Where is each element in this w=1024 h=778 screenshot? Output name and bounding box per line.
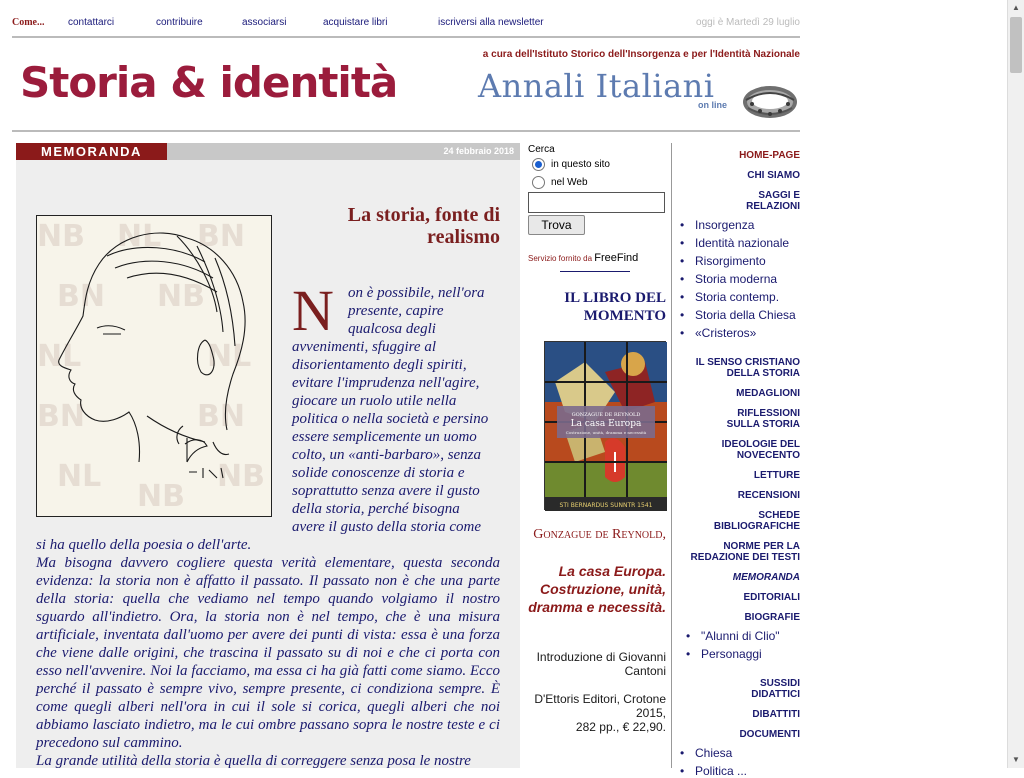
- article-line: on è possibile, nell'ora: [348, 285, 485, 301]
- nav-identita[interactable]: • Identità nazionale: [680, 236, 789, 250]
- nav-saggi[interactable]: SAGGI E RELAZIONI: [746, 190, 800, 212]
- section-bar: [16, 143, 520, 160]
- article-line: colto, un «anti-barbaro», senza: [292, 447, 482, 463]
- article-paragraph-2: Ma bisogna davvero cogliere questa verità elementare, questa seconda evidenza: la storia non è affatto il passato. Il passato non è che una parte della storia: quella che vediamo nel tempo quando volgiamo il nostro sguardo all'indietro. Ora, la storia non è nel tempo, che è una misura artificiale, inventata dall'uomo per avere dei punti di vista: essa è una forza che viene dalle origini, che trascina il passato su di noi e che ci porta con esso nell'avvenire. Noi la facciamo, ma essa ci ha già fatti come siamo. Ecco perché il passato è sempre vivo, sempre presente, ci condiziona sempre. È come quegli alberi nell'ora in cui il sole si corica, quegli alberi che noi abbiamo lasciato indietro, ma le cui ombre passano sopra le nostre teste e ci precedono sul cammino.: [36, 555, 500, 751]
- svg-text:NL: NL: [117, 219, 162, 254]
- nav-dibattiti[interactable]: DIBATTITI: [752, 709, 800, 720]
- nav-link-contattarci[interactable]: contattarci: [68, 17, 115, 28]
- nav-letture[interactable]: LETTURE: [753, 470, 800, 481]
- site-logo[interactable]: Storia & identità: [20, 58, 398, 107]
- book-cover[interactable]: [544, 341, 666, 510]
- come-label: Come...: [12, 17, 45, 28]
- today-date: oggi è Martedì 29 luglio: [696, 17, 800, 28]
- article-panel: [16, 143, 520, 768]
- article-line: politica o nella società e persino: [292, 411, 489, 427]
- nav-link-contribuire[interactable]: contribuire: [156, 17, 203, 28]
- vertical-scrollbar[interactable]: [1007, 0, 1024, 768]
- svg-text:BN: BN: [197, 219, 245, 254]
- top-nav: [12, 0, 800, 38]
- nav-home[interactable]: HOME-PAGE: [739, 150, 800, 161]
- scroll-up-icon[interactable]: ▲: [1012, 3, 1020, 12]
- column-divider: [671, 143, 672, 768]
- svg-text:NL: NL: [207, 339, 252, 374]
- article-line: della storia, perché bisogna: [292, 501, 460, 517]
- book-publisher: D'Ettoris Editori, Crotone 2015,: [534, 692, 666, 720]
- svg-text:NB: NB: [37, 219, 85, 254]
- nav-link-associarsi[interactable]: associarsi: [242, 17, 287, 28]
- book-intro: Introduzione di Giovanni Cantoni: [536, 650, 666, 678]
- nav-link-acquistare-libri[interactable]: acquistare libri: [323, 17, 388, 28]
- nav-sussidi[interactable]: SUSSIDI DIDATTICI: [751, 678, 800, 700]
- nav-schede[interactable]: SCHEDE BIBLIOGRAFICHE: [713, 510, 800, 532]
- nav-storia-contemp[interactable]: • Storia contemp.: [680, 290, 779, 304]
- nav-personaggi[interactable]: • Personaggi: [686, 647, 762, 661]
- svg-text:NL: NL: [57, 459, 102, 494]
- svg-text:La casa Europa: La casa Europa: [570, 419, 642, 429]
- book-price: 282 pp., € 22,90.: [575, 720, 666, 734]
- header-divider: [12, 130, 800, 132]
- article-line: disorientamento degli spiriti,: [292, 357, 467, 373]
- svg-text:NL: NL: [37, 339, 82, 374]
- nav-medaglioni[interactable]: MEDAGLIONI: [736, 388, 800, 399]
- article-line: soprattutto senza avere il gusto: [292, 483, 480, 499]
- book-heading: IL LIBRO DEL MOMENTO: [564, 290, 666, 324]
- radio-web[interactable]: [528, 173, 666, 191]
- svg-text:Costruzione, unità, dramma e n: Costruzione, unità, dramma e necessità: [565, 430, 647, 435]
- article-paragraph-1: [292, 278, 500, 536]
- scroll-thumb[interactable]: [1010, 17, 1022, 73]
- freefind-divider: [560, 271, 630, 272]
- scroll-down-icon[interactable]: ▼: [1012, 755, 1020, 764]
- search-box: [528, 144, 666, 232]
- freefind-brand[interactable]: FreeFind: [594, 252, 639, 264]
- nav-biografie[interactable]: BIOGRAFIE: [744, 612, 800, 623]
- article-line: presente, capire: [348, 303, 444, 319]
- book-info: [528, 650, 666, 734]
- article-line: essere semplicemente un uomo: [292, 429, 477, 445]
- search-label: Cerca: [528, 144, 555, 155]
- radio-checked-icon[interactable]: [532, 158, 545, 171]
- article-paragraph-1-end: si ha quello della poesia o dell'arte.: [36, 537, 252, 553]
- annali-logo[interactable]: Annali Italiani: [478, 67, 715, 105]
- portrait-sketch: [36, 215, 272, 517]
- nav-insorgenza[interactable]: • Insorgenza: [680, 218, 754, 232]
- nav-storia-chiesa[interactable]: • Storia della Chiesa: [680, 308, 796, 322]
- article-line: evitare l'imprudenza nell'agire,: [292, 375, 480, 391]
- book-author: Gonzague de Reynold,: [533, 527, 666, 542]
- nav-ideologie[interactable]: IDEOLOGIE DEL NOVECENTO: [721, 439, 800, 461]
- article-date: 24 febbraio 2018: [443, 146, 514, 156]
- search-button[interactable]: Trova: [528, 215, 585, 235]
- article-title: La storia, fonte di realismo: [347, 204, 500, 248]
- article-body: [36, 536, 500, 770]
- nav-risorgimento[interactable]: • Risorgimento: [680, 254, 766, 268]
- nav-chi-siamo[interactable]: CHI SIAMO: [747, 170, 800, 181]
- nav-memoranda[interactable]: MEMORANDA: [732, 572, 800, 583]
- article-line: giocare un ruolo utile nella: [292, 393, 457, 409]
- radio-label-site: in questo sito: [551, 158, 610, 170]
- svg-text:NB: NB: [157, 279, 205, 314]
- nav-editoriali[interactable]: EDITORIALI: [743, 592, 800, 603]
- svg-text:NB: NB: [137, 479, 185, 514]
- nav-storia-moderna[interactable]: • Storia moderna: [680, 272, 777, 286]
- nav-cristeros[interactable]: • «Cristeros»: [680, 326, 756, 340]
- freefind-credit[interactable]: [528, 252, 638, 264]
- svg-text:BN: BN: [57, 279, 105, 314]
- svg-text:NB: NB: [217, 459, 265, 494]
- section-label: MEMORANDA: [16, 143, 167, 160]
- nav-senso-cristiano[interactable]: IL SENSO CRISTIANO DELLA STORIA: [695, 357, 800, 379]
- svg-text:GONZAGUE DE REYNOLD: GONZAGUE DE REYNOLD: [571, 412, 641, 418]
- online-label: on line: [698, 100, 727, 110]
- nav-riflessioni[interactable]: RIFLESSIONI SULLA STORIA: [726, 408, 800, 430]
- radio-unchecked-icon[interactable]: [532, 176, 545, 189]
- svg-text:STI BERNARDUS SUNNTR 1541: STI BERNARDUS SUNNTR 1541: [559, 502, 653, 509]
- nav-norme[interactable]: NORME PER LA REDAZIONE DEI TESTI: [690, 541, 800, 563]
- article-line: solide conoscenze di storia e: [292, 465, 465, 481]
- drop-cap: N: [292, 278, 334, 343]
- article-line: avvenimenti, sfuggire al: [292, 339, 436, 355]
- curator-line: a cura dell'Istituto Storico dell'Insorgenza e per l'Identità Nazionale: [482, 49, 800, 60]
- svg-text:BN: BN: [37, 399, 85, 434]
- radio-label-web: nel Web: [551, 176, 588, 188]
- radio-this-site[interactable]: [528, 155, 666, 173]
- search-input[interactable]: [528, 192, 665, 213]
- book-title[interactable]: La casa Europa. Costruzione, unità, dramma e necessità.: [528, 563, 666, 615]
- nav-recensioni[interactable]: RECENSIONI: [737, 490, 800, 501]
- nav-politica[interactable]: • Politica ...: [680, 764, 747, 778]
- article-line: qualcosa degli: [348, 321, 436, 337]
- nav-documenti[interactable]: DOCUMENTI: [739, 729, 800, 740]
- ring-image: [742, 84, 798, 120]
- nav-link-newsletter[interactable]: iscriversi alla newsletter: [438, 17, 544, 28]
- article-paragraph-3: La grande utilità della storia è quella di correggere senza posa le nostre: [36, 753, 471, 769]
- nav-alunni-clio[interactable]: • "Alunni di Clio": [686, 629, 780, 643]
- article-line: avere il gusto della storia come: [292, 519, 481, 535]
- nav-chiesa[interactable]: • Chiesa: [680, 746, 732, 760]
- svg-text:BN: BN: [197, 399, 245, 434]
- freefind-text: Servizio fornito da: [528, 254, 595, 263]
